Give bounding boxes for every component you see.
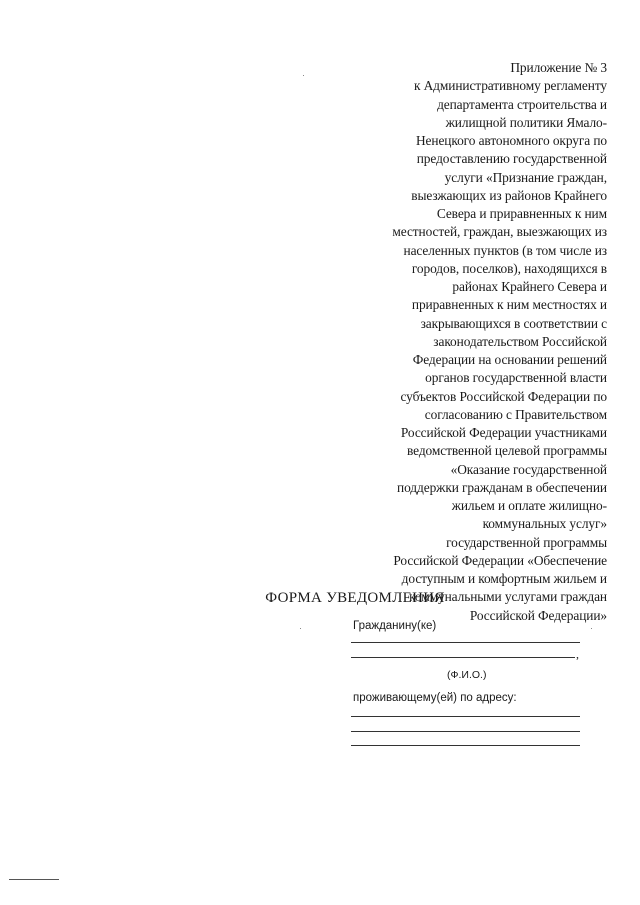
fio-caption: (Ф.И.О.) — [447, 669, 487, 681]
appendix-line: Федерации на основании решений — [412, 352, 607, 367]
appendix-line: местностей, граждан, выезжающих из — [392, 224, 607, 240]
scan-speck — [303, 75, 304, 76]
appendix-line: Российской Федерации «Обеспечение — [393, 552, 607, 568]
appendix-line: ведомственной целевой программы — [407, 443, 607, 459]
appendix-line: Севера и приравненных к ним — [436, 206, 607, 221]
appendix-line: жильем и оплате жилищно- — [451, 498, 607, 513]
appendix-line: предоставлению государственной — [416, 151, 607, 167]
appendix-line: согласованию с Правительством — [424, 406, 607, 422]
appendix-line: коммунальных услуг» — [482, 516, 607, 532]
appendix-line: к Административному регламенту — [413, 78, 607, 94]
appendix-line: закрывающихся в соответствии с — [420, 315, 607, 331]
appendix-line: жилищной политики Ямало- — [445, 114, 607, 130]
appendix-line: департамента строительства и — [437, 96, 607, 112]
appendix-line: районах Крайнего Севера и — [452, 279, 607, 294]
appendix-line: поддержки гражданам в обеспечении — [397, 479, 607, 495]
appendix-line: Российской Федерации» — [469, 607, 607, 623]
appendix-header — [300, 59, 607, 625]
appendix-line: «Оказание государственной — [450, 461, 607, 477]
citizen-name-line[interactable] — [351, 642, 580, 643]
address-line[interactable] — [351, 745, 580, 746]
appendix-line: Российской Федерации участниками — [400, 425, 607, 440]
appendix-line: приравненных к ним местностях и — [411, 297, 607, 313]
appendix-line: доступным и комфортным жильем и — [401, 571, 607, 586]
appendix-line: Ненецкого автономного округа по — [415, 133, 607, 148]
citizen-label: Гражданину(ке) — [353, 620, 437, 632]
appendix-line: коммунальными услугами граждан — [409, 589, 607, 605]
appendix-line: субъектов Российской Федерации по — [400, 388, 607, 404]
address-label: проживающему(ей) по адресу: — [353, 692, 517, 704]
appendix-line: государственной программы — [446, 534, 607, 550]
citizen-name-line[interactable] — [351, 657, 575, 658]
form-title: ФОРМА УВЕДОМЛЕНИЯ — [265, 590, 445, 606]
appendix-line: населенных пунктов (в том числе из — [403, 242, 607, 258]
comma-mark: , — [576, 647, 579, 661]
appendix-line: Приложение № 3 — [510, 60, 607, 75]
address-line[interactable] — [351, 731, 580, 732]
appendix-line: городов, поселков), находящихся в — [411, 260, 607, 276]
appendix-line: услуги «Признание граждан, — [444, 169, 607, 185]
scan-speck — [300, 628, 301, 629]
appendix-line: выезжающих из районов Крайнего — [411, 187, 607, 203]
address-line[interactable] — [351, 716, 580, 717]
footnote-separator — [9, 879, 59, 880]
appendix-line: законодательством Российской — [433, 333, 607, 349]
scan-speck — [591, 628, 592, 629]
appendix-line: органов государственной власти — [425, 370, 607, 386]
